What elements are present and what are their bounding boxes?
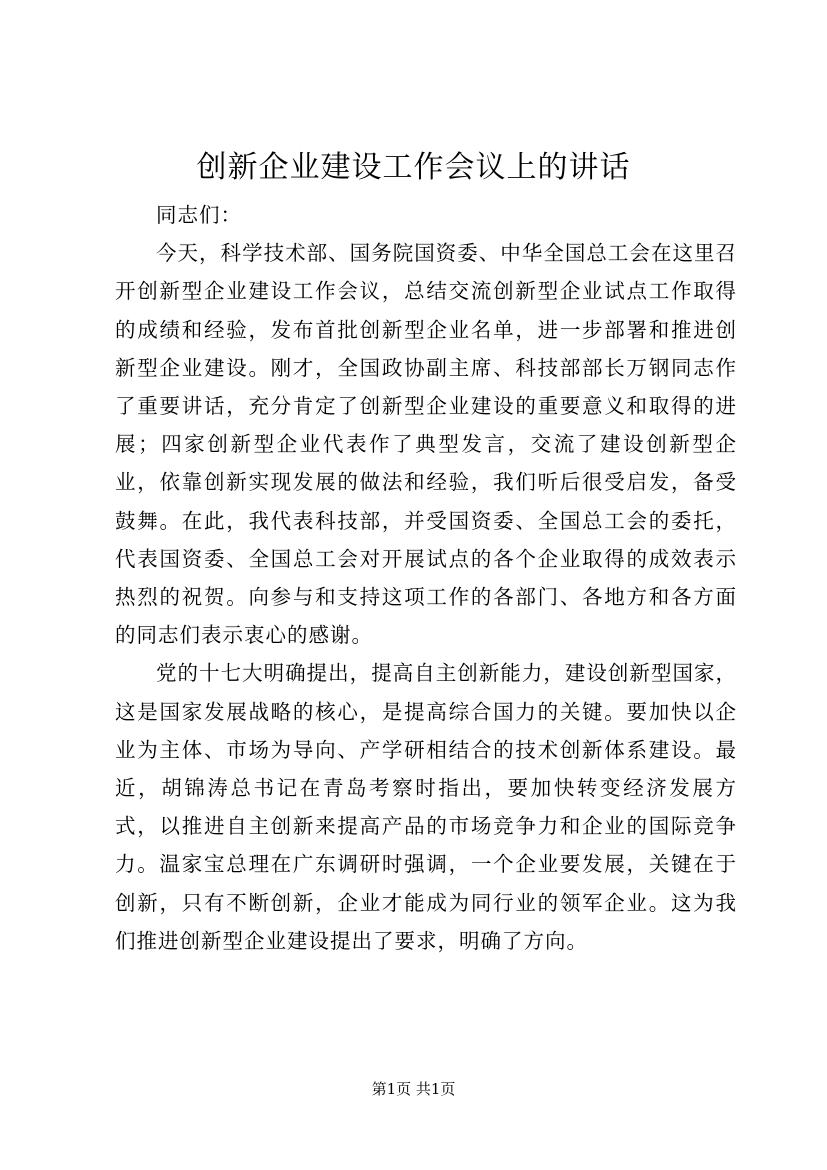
salutation-paragraph: 同志们：	[156, 203, 242, 227]
page-footer: 第1页 共1页	[371, 1080, 456, 1098]
document-body	[115, 196, 737, 960]
body-paragraph: 今天，科学技术部、国务院国资委、中华全国总工会在这里召开创新型企业建设工作会议，总结交流创新型企业试点工作取得的成绩和经验，发布首批创新型企业名单，进一步部署和推进创新型企业建设。刚才，全国政协副主席、科技部部长万钢同志作了重要讲话，充分肯定了创新型企业建设的重要意义和取得的进展；四家创新型企业代表作了典型发言，交流了建设创新型企业，依靠创新实现发展的做法和经验，我们听后很受启发，备受鼓舞。在此，我代表科技部，并受国资委、全国总工会的委托，代表国资委、全国总工会对开展试点的各个企业取得的成效表示热烈的祝贺。向参与和支持这项工作的各部门、各地方和各方面的同志们表示衷心的感谢。	[115, 241, 737, 648]
document-title: 创新企业建设工作会议上的讲话	[196, 150, 631, 185]
body-paragraph: 党的十七大明确提出，提高自主创新能力，建设创新型国家，这是国家发展战略的核心，是提高综合国力的关键。要加快以企业为主体、市场为导向、产学研相结合的技术创新体系建设。最近，胡锦涛总书记在青岛考察时指出，要加快转变经济发展方式，以推进自主创新来提高产品的市场竞争力和企业的国际竞争力。温家宝总理在广东调研时强调，一个企业要发展，关键在于创新，只有不断创新，企业才能成为同行业的领军企业。这为我们推进创新型企业建设提出了要求，明确了方向。	[115, 661, 737, 953]
